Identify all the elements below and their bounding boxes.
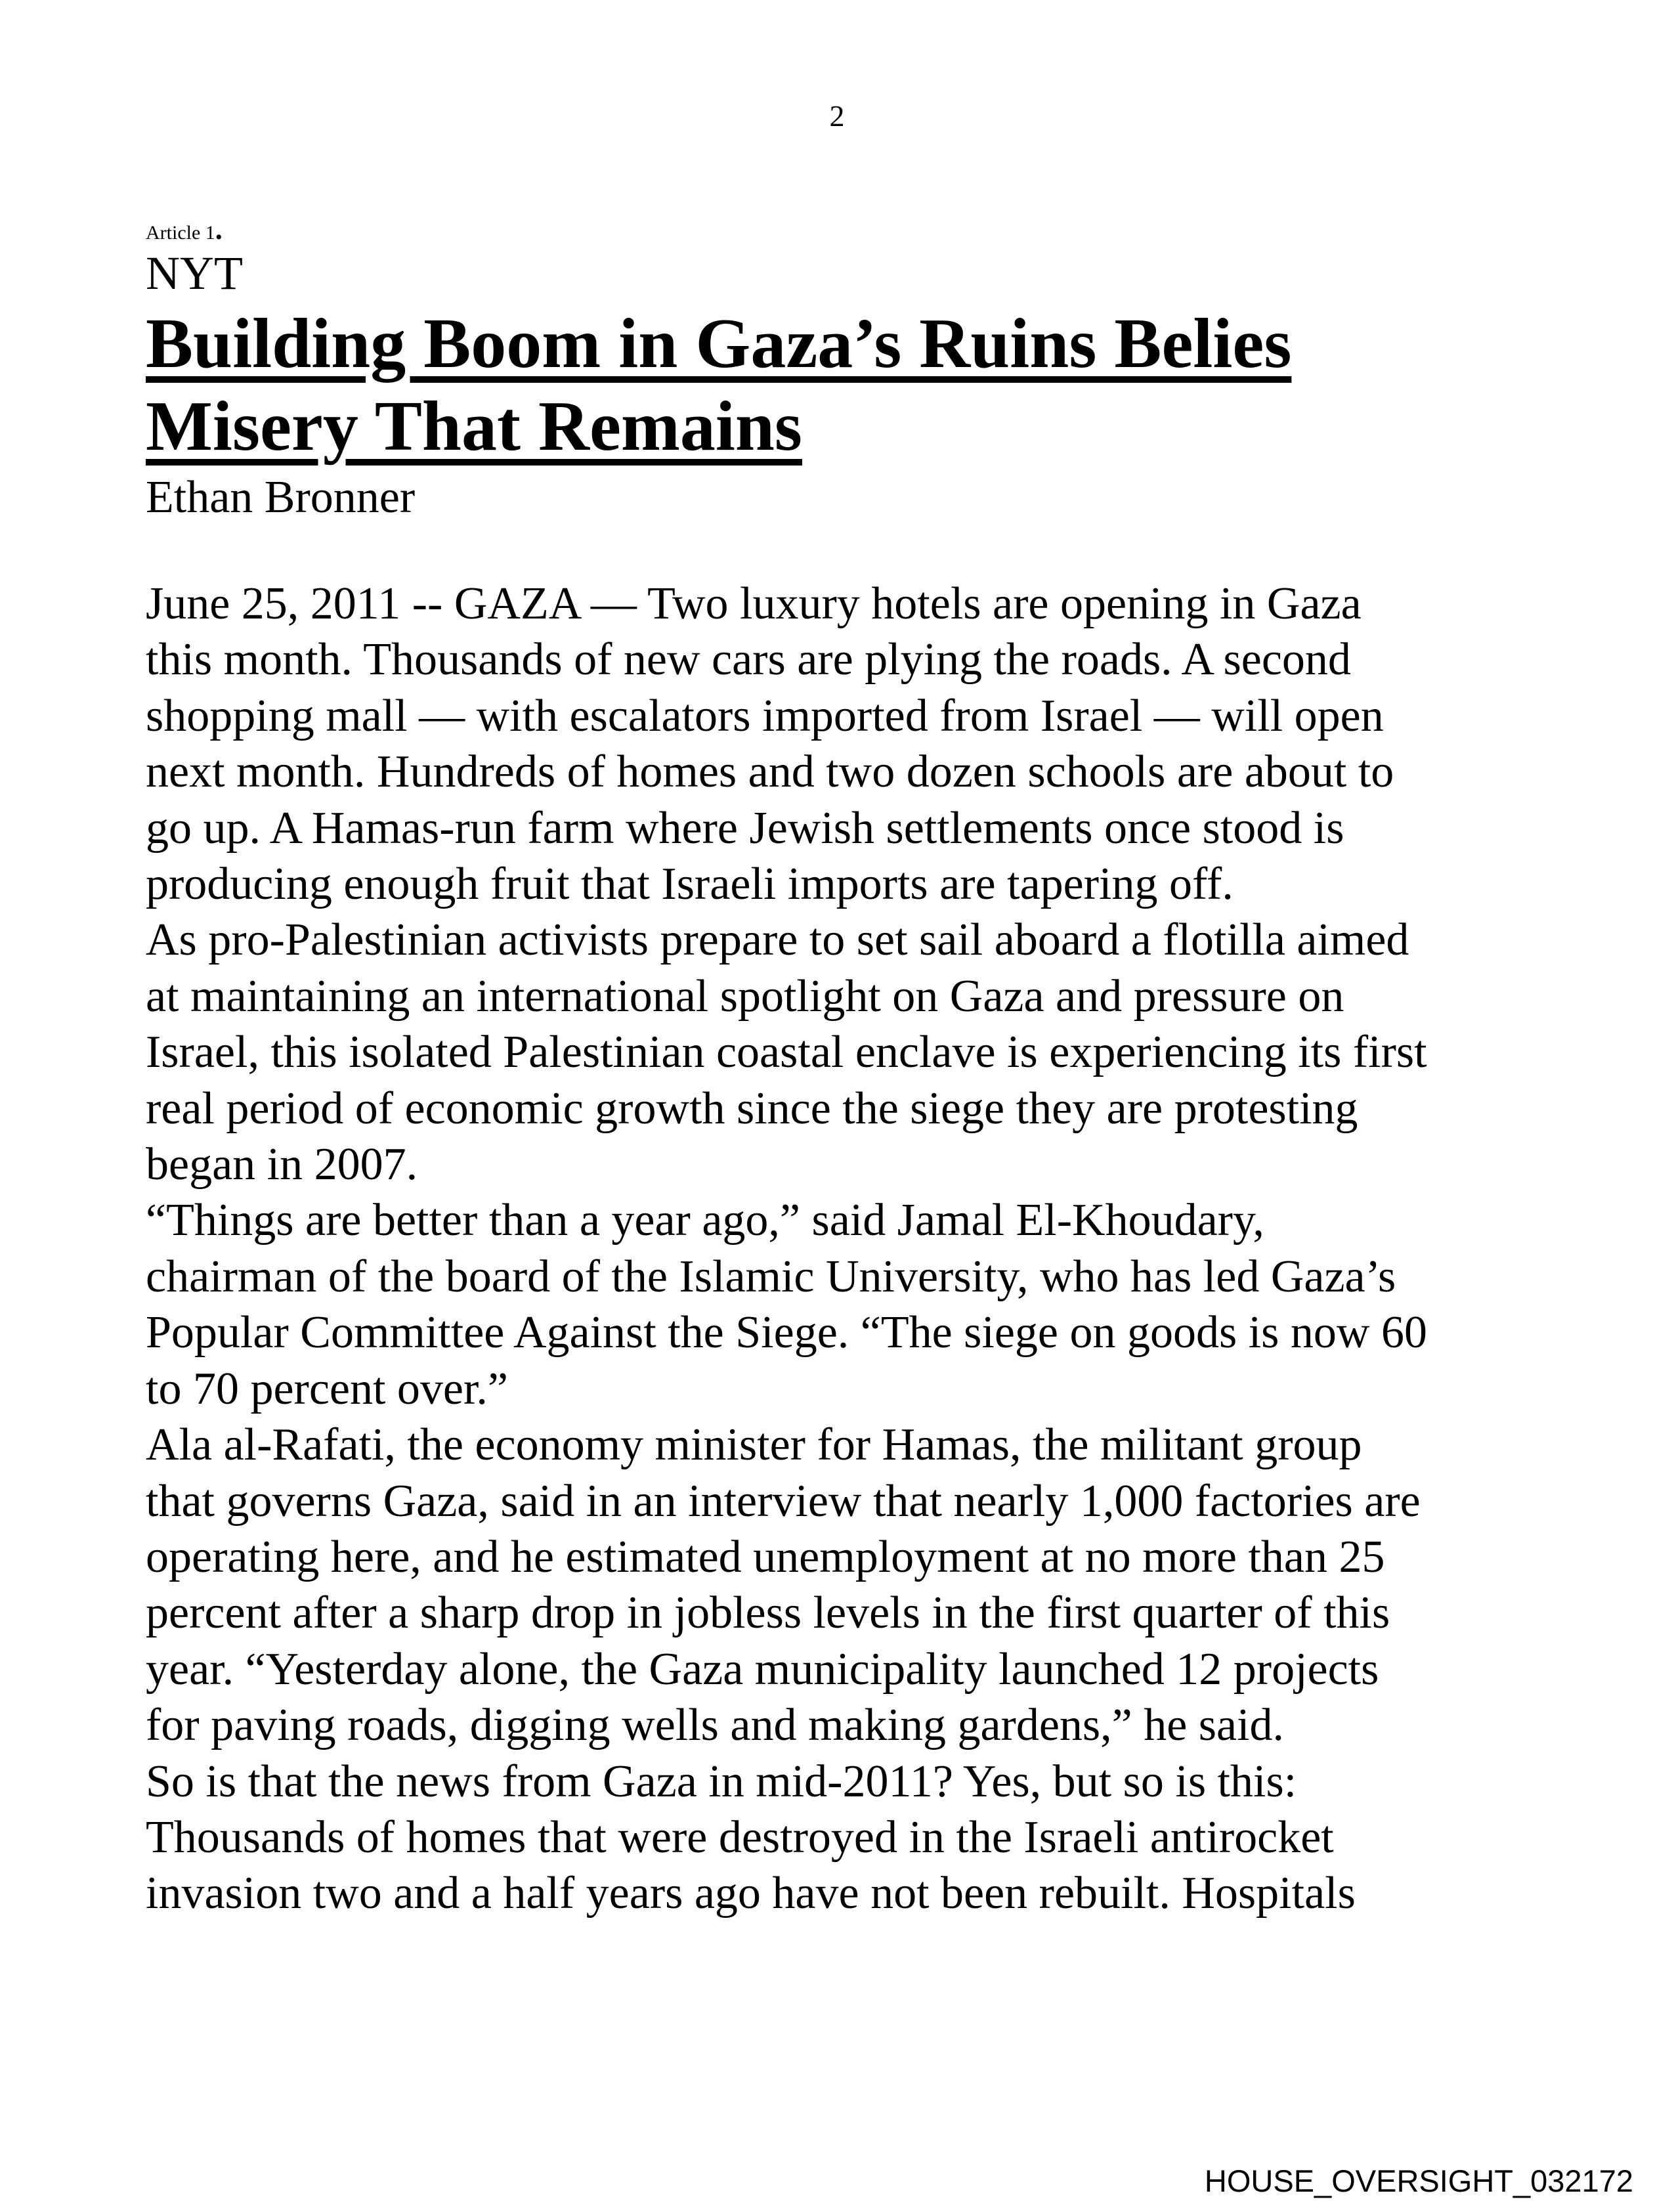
byline: Ethan Bronner xyxy=(146,472,416,523)
text-line: percent after a sharp drop in jobless levels in the first quarter of this xyxy=(146,1588,1390,1639)
paragraph xyxy=(146,1192,1537,1417)
text-line: for paving roads, digging wells and making gardens,” he said. xyxy=(146,1700,1285,1751)
text-line: Ala al-Rafati, the economy minister for Hamas, the militant group xyxy=(146,1420,1362,1471)
text-line: So is that the news from Gaza in mid-2011? Yes, but so is this: xyxy=(146,1756,1297,1807)
text-line: operating here, and he estimated unemployment at no more than 25 xyxy=(146,1531,1385,1582)
text-line: June 25, 2011 -- GAZA — Two luxury hotels are opening in Gaza xyxy=(146,578,1362,629)
text-line: “Things are better than a year ago,” said Jamal El-Khoudary, xyxy=(146,1195,1264,1246)
document-id-stamp: HOUSE_OVERSIGHT_032172 xyxy=(1204,2163,1633,2198)
text-line: year. “Yesterday alone, the Gaza municipality launched 12 projects xyxy=(146,1643,1379,1695)
text-line: to 70 percent over.” xyxy=(146,1363,509,1414)
source-name: NYT xyxy=(146,247,243,299)
paragraph xyxy=(146,1417,1537,1753)
text-line: real period of economic growth since the siege they are protesting xyxy=(146,1083,1358,1134)
text-line: chairman of the board of the Islamic University, who has led Gaza’s xyxy=(146,1251,1396,1302)
headline xyxy=(146,303,1537,468)
page-number: 2 xyxy=(829,99,845,133)
article-label-text: Article 1 xyxy=(146,222,215,244)
article-label xyxy=(146,213,1537,246)
article-label-dot: . xyxy=(215,213,223,246)
text-line: next month. Hundreds of homes and two dozen schools are about to xyxy=(146,747,1394,798)
text-line: that governs Gaza, said in an interview that nearly 1,000 factories are xyxy=(146,1475,1421,1527)
text-line: shopping mall — with escalators imported from Israel — will open xyxy=(146,690,1384,741)
text-line: Thousands of homes that were destroyed in the Israeli antirocket xyxy=(146,1811,1334,1863)
headline-line-1: Building Boom in Gaza’s Ruins Belies xyxy=(146,305,1292,383)
text-line: As pro-Palestinian activists prepare to set sail aboard a flotilla aimed xyxy=(146,915,1409,966)
text-line: producing enough fruit that Israeli imports are tapering off. xyxy=(146,859,1234,910)
text-line: this month. Thousands of new cars are plying the roads. A second xyxy=(146,634,1351,685)
article xyxy=(146,213,1537,1922)
text-line: Israel, this isolated Palestinian coastal enclave is experiencing its first xyxy=(146,1027,1427,1078)
text-line: at maintaining an international spotlight on Gaza and pressure on xyxy=(146,970,1344,1022)
headline-line-2: Misery That Remains xyxy=(146,387,802,466)
paragraph xyxy=(146,1754,1537,1922)
text-line: began in 2007. xyxy=(146,1139,418,1190)
paragraph xyxy=(146,912,1537,1192)
text-line: Popular Committee Against the Siege. “The siege on goods is now 60 xyxy=(146,1307,1427,1358)
article-body xyxy=(146,576,1537,1922)
paragraph xyxy=(146,576,1537,912)
text-line: invasion two and a half years ago have not been rebuilt. Hospitals xyxy=(146,1868,1356,1919)
text-line: go up. A Hamas-run farm where Jewish settlements once stood is xyxy=(146,802,1344,854)
